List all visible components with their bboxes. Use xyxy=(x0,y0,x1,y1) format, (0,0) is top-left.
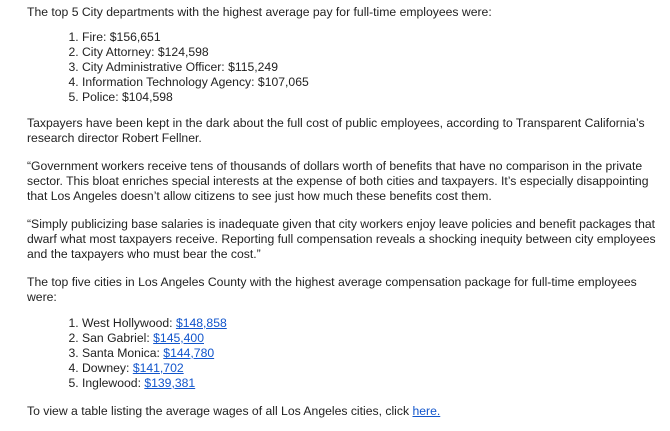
taxpayers-paragraph: Taxpayers have been kept in the dark about the full cost of public employees, according to Transparent California’s research director Robert Fellner. xyxy=(27,116,645,145)
list-item xyxy=(82,361,660,376)
cities-list xyxy=(27,316,660,391)
list-item: 1. Fire: $156,651 xyxy=(82,30,660,45)
city-name: San Gabriel: xyxy=(82,331,154,345)
table-link-prefix: To view a table listing the average wages of all Los Angeles cities, click xyxy=(27,404,413,418)
table-link[interactable]: here. xyxy=(412,404,441,418)
departments-intro: The top 5 City departments with the highest average pay for full-time employees were: xyxy=(27,5,492,19)
quote-paragraph-1: “Government workers receive tens of thousands of dollars worth of benefits that have no comparison in the private sector. This bloat enriches special interests at the expense of both cities and taxpayers. It’s especially disappointing that Los Angeles doesn’t allow citizens to see just how much these benefits cost them. xyxy=(27,159,649,203)
city-name: Santa Monica: xyxy=(82,346,164,360)
departments-list xyxy=(27,30,660,105)
city-name: West Hollywood: xyxy=(82,316,176,330)
city-amount-link[interactable]: $141,702 xyxy=(132,361,184,375)
list-item: 5. Police: $104,598 xyxy=(82,90,660,105)
city-name: Downey: xyxy=(82,361,133,375)
list-item xyxy=(82,376,660,391)
table-link-paragraph xyxy=(27,404,660,419)
city-amount-link[interactable]: $139,381 xyxy=(144,376,196,390)
top-cities-intro: The top five cities in Los Angeles County with the highest average compensation package for full-time employees were: xyxy=(27,275,637,304)
list-item xyxy=(82,331,660,346)
list-item xyxy=(82,316,660,331)
city-amount-link[interactable]: $144,780 xyxy=(163,346,215,360)
city-amount-link[interactable]: $145,400 xyxy=(153,331,204,345)
city-name: Inglewood: xyxy=(82,376,145,390)
list-item: 4. Information Technology Agency: $107,065 xyxy=(82,75,660,90)
list-item: 2. City Attorney: $124,598 xyxy=(82,45,660,60)
list-item xyxy=(82,346,660,361)
quote-paragraph-2: “Simply publicizing base salaries is inadequate given that city workers enjoy leave policies and benefit packages that dwarf what most taxpayers receive. Reporting full compensation reveals a shocking inequity between city employees and the taxpayers who must bear the cost.” xyxy=(27,217,656,261)
list-item: 3. City Administrative Officer: $115,249 xyxy=(82,60,660,75)
city-amount-link[interactable]: $148,858 xyxy=(175,316,227,330)
